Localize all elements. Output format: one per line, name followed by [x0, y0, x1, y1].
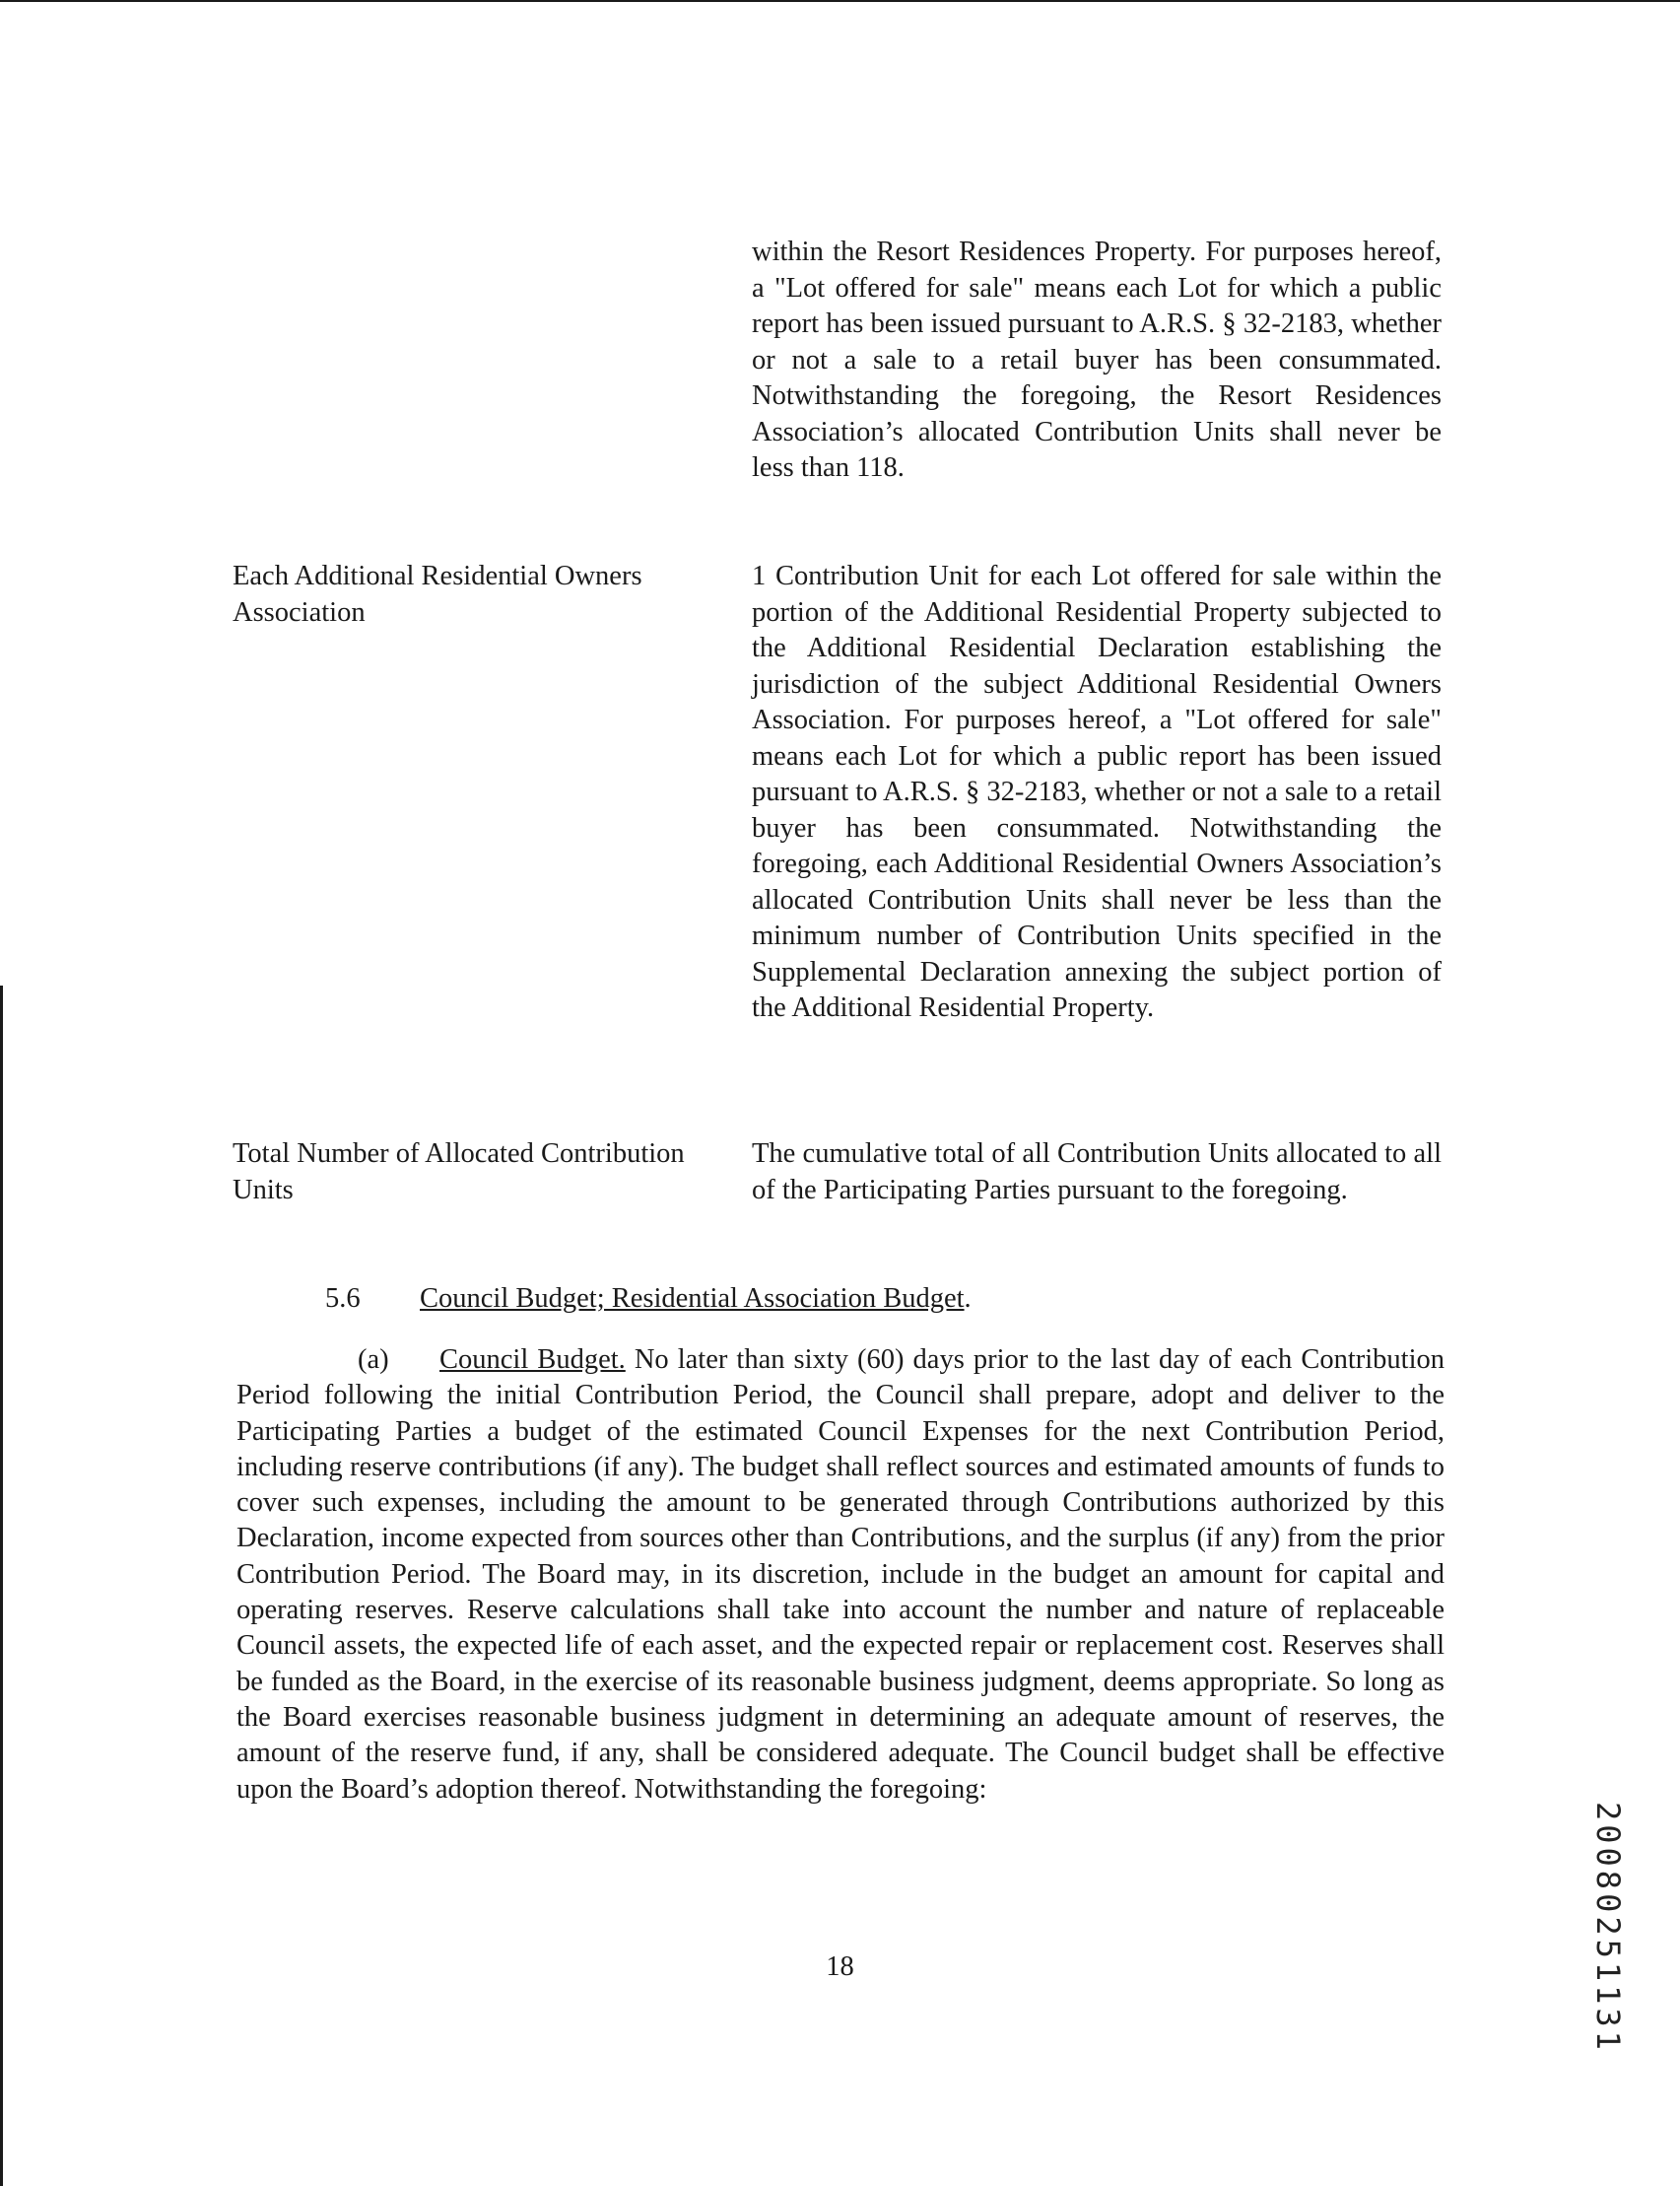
paragraph-subtitle: Council Budget.: [439, 1344, 626, 1375]
paragraph-a: [236, 1342, 1445, 1808]
section-heading: [325, 1281, 972, 1317]
row-description: within the Resort Residences Property. For purposes hereof, a "Lot offered for sale" means each Lot for which a public report has been issued pursuant to A.R.S. § 32-2183, whether or not a sale to a retail buyer has been consummated. Notwithstanding the foregoing, the Resort Residences Association’s allocated Contribution Units shall never be less than 118.: [752, 237, 1442, 483]
recording-number-stamp: 20080251131: [1589, 1802, 1627, 2054]
scan-top-border: [0, 0, 1680, 2]
row-description: 1 Contribution Unit for each Lot offered for sale within the portion of the Additional Residential Property subjected to the Additional Residential Declaration establishing the jurisdiction of the subject Additional Residential Owners Association. For purposes hereof, a "Lot offered for sale" means each Lot for which a public report has been issued pursuant to A.R.S. § 32-2183, whether or not a sale to a retail buyer has been consummated. Notwithstanding the foregoing, each Additional Residential Owners Association’s allocated Contribution Units shall never be less than the minimum number of Contribution Units specified in the Supplemental Declaration annexing the subject portion of the Additional Residential Property.: [752, 561, 1442, 1023]
row-label: Total Number of Allocated Contribution Units: [233, 1138, 685, 1205]
page-number: 18: [826, 1951, 854, 1982]
scan-left-border: [0, 986, 3, 2186]
row-label: Each Additional Residential Owners Association: [233, 561, 642, 628]
paragraph-lead: (a): [358, 1344, 389, 1375]
row-description: The cumulative total of all Contribution Units allocated to all of the Participating Parties pursuant to the foregoing.: [752, 1138, 1442, 1205]
section-number: 5.6: [325, 1283, 361, 1314]
paragraph-body: No later than sixty (60) days prior to the last day of each Contribution Period following the initial Contribution Period, the Council shall prepare, adopt and deliver to the Participating Parties a budget of the estimated Council Expenses for the next Contribution Period, including reserve contributions (if any). The budget shall reflect sources and estimated amounts of funds to cover such expenses, including the amount to be generated through Contributions authorized by this Declaration, income expected from sources other than Contributions, and the surplus (if any) from the prior Contribution Period. The Board may, in its discretion, include in the budget an amount for capital and operating reserves. Reserve calculations shall take into account the number and nature of replaceable Council assets, the expected life of each asset, and the expected repair or replacement cost. Reserves shall be funded as the Board, in the exercise of its reasonable business judgment, deems appropriate. So long as the Board exercises reasonable business judgment in determining an adequate amount of reserves, the amount of the reserve fund, if any, shall be considered adequate. The Council budget shall be effective upon the Board’s adoption thereof. Notwithstanding the foregoing:: [236, 1344, 1445, 1805]
section-title-period: .: [964, 1283, 972, 1314]
section-title: Council Budget; Residential Association Budget: [420, 1283, 965, 1314]
